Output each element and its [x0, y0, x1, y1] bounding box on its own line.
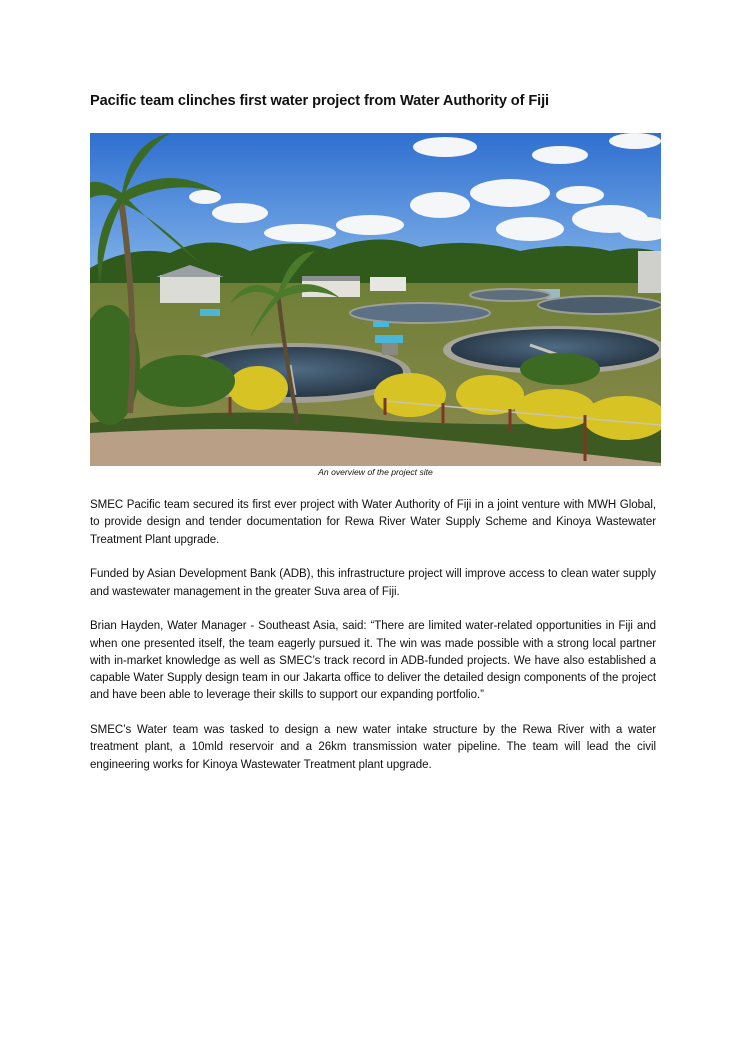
paragraph-2: Funded by Asian Development Bank (ADB), this infrastructure project will improve access to clean water supply and wastewater management in the greater Suva area of Fiji. [90, 568, 656, 598]
paragraph-3: Brian Hayden, Water Manager - Southeast Asia, said: “There are limited water-related opportunities in Fiji and when one presented itself, the team eagerly pursued it. The win was made possible with a strong local partner with in-market knowledge as well as SMEC’s track record in ADB-funded projects. We have also established a capable Water Supply design team in our Jakarta office to deliver the detailed design components of the project and have been able to leverage their skills to support our expanding portfolio.” [90, 620, 656, 702]
photo-caption: An overview of the project site [318, 467, 433, 477]
paragraph-4: SMEC’s Water team was tasked to design a new water intake structure by the Rewa River with a water treatment plant, a 10mld reservoir and a 26km transmission water pipeline. The team will lead the civil engineering works for Kinoya Wastewater Treatment plant upgrade. [90, 724, 656, 771]
article-body [90, 497, 656, 791]
photo-illustration [90, 133, 661, 466]
paragraph-1: SMEC Pacific team secured its first ever project with Water Authority of Fiji in a joint venture with MWH Global, to provide design and tender documentation for Rewa River Water Supply Scheme and Kinoya Wastewater Treatment Plant upgrade. [90, 499, 656, 546]
project-site-photo [90, 133, 661, 466]
article-title: Pacific team clinches first water project from Water Authority of Fiji [90, 93, 550, 109]
